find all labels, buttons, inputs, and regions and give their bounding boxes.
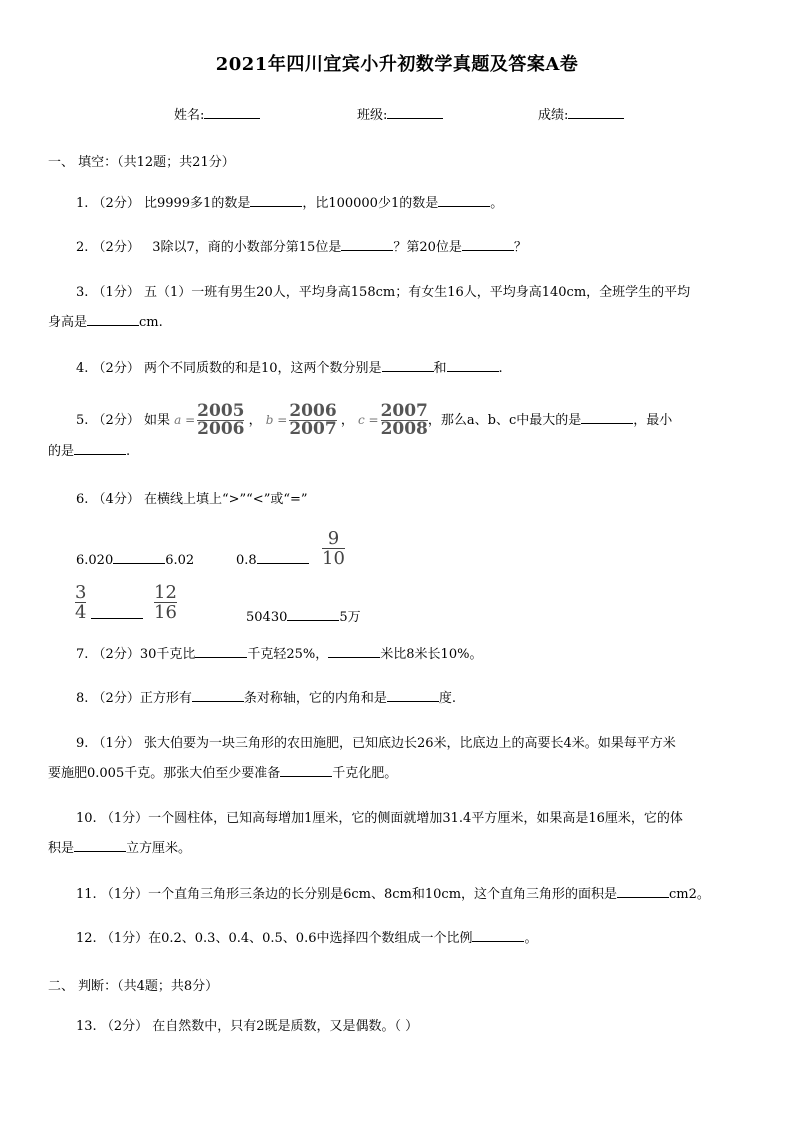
q8-number: 8. — [76, 691, 89, 706]
var-b: b = — [265, 413, 288, 427]
q9-text-c: 千克化肥。 — [332, 766, 398, 781]
q8-text-a: 正方形有 — [139, 691, 192, 706]
q3-number: 3. — [76, 285, 89, 300]
q4-text-a: 两个不同质数的和是10，这两个数分别是 — [143, 361, 382, 376]
answer-blank[interactable] — [74, 442, 126, 455]
q12-score: （1分） — [100, 931, 149, 946]
class-field — [357, 104, 443, 123]
answer-blank[interactable] — [192, 689, 244, 702]
q10-text-a: 一个圆柱体，已知高每增加1厘米，它的侧面就增加31.4平方厘米，如果高是16厘米，它的体 — [148, 811, 683, 826]
q3-text-c: cm. — [139, 315, 163, 330]
answer-blank[interactable] — [341, 238, 393, 251]
fraction-12-16 — [154, 584, 177, 622]
q2-text-a: 3除以7，商的小数部分第15位是 — [152, 240, 342, 255]
answer-blank[interactable] — [472, 929, 524, 942]
answer-blank[interactable] — [438, 194, 490, 207]
q11-number: 11. — [76, 887, 97, 902]
q6-value: 5万 — [339, 610, 361, 625]
q10-text-b: 积是 — [48, 841, 75, 856]
class-blank — [387, 106, 443, 119]
fraction-c-denominator: 2008 — [380, 419, 428, 439]
q9-text-a: 张大伯要为一块三角形的农田施肥，已知底边长26米，比底边上的高要长4米。如果每平方米 — [143, 736, 676, 751]
score-blank — [568, 106, 624, 119]
name-label: 姓名: — [174, 108, 205, 123]
question-6 — [48, 485, 748, 515]
q9-score: （1分） — [92, 736, 140, 751]
fraction-a — [197, 403, 244, 438]
answer-blank[interactable] — [287, 608, 339, 621]
fraction-c-numerator: 2007 — [380, 401, 428, 421]
q5-comma: ， — [340, 413, 354, 428]
fraction-denominator: 4 — [75, 602, 87, 623]
q13-score: （2分） — [100, 1019, 149, 1034]
fraction-numerator: 9 — [327, 528, 340, 549]
q3-text-a: 五（1）一班有男生20人，平均身高158cm；有女生16人，平均身高140cm，全班学生的平均 — [143, 285, 691, 300]
q2-text-c: ？ — [513, 240, 527, 255]
q5-number: 5. — [76, 413, 89, 428]
q1-number: 1. — [76, 196, 89, 211]
question-7 — [48, 640, 748, 670]
fraction-a-numerator: 2005 — [197, 401, 245, 421]
name-field — [174, 104, 260, 123]
q9-number: 9. — [76, 736, 89, 751]
q13-text-a: 在自然数中，只有2既是质数，又是偶数。（ ） — [152, 1019, 419, 1034]
class-label: 班级: — [357, 108, 388, 123]
q2-text-b: ？第20位是 — [393, 240, 462, 255]
q7-text-b: 千克轻25%， — [247, 647, 329, 662]
q8-text-b: 条对称轴，它的内角和是 — [243, 691, 387, 706]
question-1 — [48, 189, 748, 219]
q5-text-a: 如果 — [143, 413, 170, 428]
answer-blank[interactable] — [280, 764, 332, 777]
question-13 — [48, 1012, 748, 1042]
q11-text-a: 一个直角三角形三条边的长分别是6cm、8cm和10cm，这个直角三角形的面积是 — [148, 887, 618, 902]
q1-text-a: 比9999多1的数是 — [143, 196, 251, 211]
answer-blank[interactable] — [462, 238, 514, 251]
q13-number: 13. — [76, 1019, 97, 1034]
answer-blank[interactable] — [328, 645, 380, 658]
answer-blank[interactable] — [250, 194, 302, 207]
fraction-b — [289, 403, 336, 438]
var-a: a = — [174, 413, 196, 427]
q5-text-c: ，最小 — [633, 413, 673, 428]
score-field — [538, 104, 624, 123]
answer-blank[interactable] — [387, 689, 439, 702]
q7-score: （2分） — [92, 647, 140, 662]
question-12 — [48, 924, 748, 954]
fraction-b-denominator: 2007 — [289, 419, 337, 439]
fraction-a-denominator: 2006 — [197, 419, 245, 439]
q6-score: （4分） — [92, 492, 140, 507]
var-c: c = — [357, 413, 379, 427]
section-fill-in: 一、 填空：（共12题；共21分） — [48, 155, 235, 170]
q11-text-b: cm2。 — [669, 887, 710, 902]
q7-text-c: 米比8米长10%。 — [380, 647, 483, 662]
q6-value: 6.02 — [165, 553, 195, 568]
q4-score: （2分） — [92, 361, 140, 376]
answer-blank[interactable] — [91, 606, 143, 619]
q8-text-c: 度. — [438, 691, 456, 706]
q1-score: （2分） — [92, 196, 140, 211]
q12-text-a: 在0.2、0.3、0.4、0.5、0.6中选择四个数组成一个比例 — [148, 931, 473, 946]
q4-number: 4. — [76, 361, 89, 376]
answer-blank[interactable] — [447, 359, 499, 372]
q10-score: （1分） — [100, 811, 149, 826]
fraction-denominator: 16 — [154, 602, 177, 623]
q6-value: 6.020 — [76, 553, 114, 568]
q12-text-b: 。 — [524, 931, 538, 946]
fraction-numerator: 12 — [154, 582, 177, 603]
q10-text-c: 立方厘米。 — [126, 841, 192, 856]
question-2 — [48, 233, 748, 263]
page-title: 2021年四川宜宾小升初数学真题及答案A卷 — [215, 54, 579, 75]
q6-row1-item2 — [236, 551, 309, 568]
answer-blank[interactable] — [581, 411, 633, 424]
question-5 — [48, 400, 748, 463]
q5-text-d: 的是 — [48, 444, 75, 459]
answer-blank[interactable] — [195, 645, 247, 658]
q5-text-b: ，那么a、b、c中最大的是 — [427, 413, 582, 428]
q2-score: （2分） — [92, 240, 140, 255]
fraction-3-4 — [75, 584, 86, 622]
answer-blank[interactable] — [617, 885, 669, 898]
q8-score: （2分） — [92, 691, 140, 706]
q6-text-a: 在横线上填上“>”“<”或“=” — [143, 492, 308, 507]
name-blank — [204, 106, 260, 119]
q6-number: 6. — [76, 492, 89, 507]
q5-comma: ， — [248, 413, 262, 428]
fraction-denominator: 10 — [322, 548, 345, 569]
question-9 — [48, 729, 748, 789]
answer-blank[interactable] — [74, 839, 126, 852]
answer-blank[interactable] — [257, 551, 309, 564]
q2-number: 2. — [76, 240, 89, 255]
fraction-9-10 — [322, 530, 345, 568]
answer-blank[interactable] — [87, 313, 139, 326]
fraction-c — [381, 403, 428, 438]
section-true-false: 二、 判断：（共4题；共8分） — [48, 979, 219, 994]
q7-text-a: 30千克比 — [139, 647, 196, 662]
answer-blank[interactable] — [113, 551, 165, 564]
q4-text-b: 和 — [433, 361, 447, 376]
score-label: 成绩: — [538, 108, 569, 123]
fraction-b-numerator: 2006 — [289, 401, 337, 421]
question-11 — [48, 880, 748, 910]
q10-number: 10. — [76, 811, 97, 826]
q7-number: 7. — [76, 647, 89, 662]
q4-text-c: . — [498, 361, 503, 376]
q3-score: （1分） — [92, 285, 140, 300]
q5-score: （2分） — [92, 413, 140, 428]
q6-row1-item1 — [76, 551, 194, 568]
q3-text-b: 身高是 — [48, 315, 88, 330]
q12-number: 12. — [76, 931, 97, 946]
q6-row2-item2 — [246, 606, 361, 625]
q1-text-b: ，比100000少1的数是 — [302, 196, 439, 211]
q5-text-e: . — [126, 444, 131, 459]
question-4 — [48, 354, 748, 384]
question-3 — [48, 278, 748, 338]
fraction-numerator: 3 — [75, 582, 87, 603]
question-8 — [48, 684, 748, 714]
answer-blank[interactable] — [382, 359, 434, 372]
q6-value: 0.8 — [236, 553, 257, 568]
q6-row2-blank — [91, 606, 143, 623]
q1-text-c: 。 — [490, 196, 504, 211]
q9-text-b: 要施肥0.005千克。那张大伯至少要准备 — [48, 766, 281, 781]
question-10 — [48, 804, 748, 864]
q6-value: 50430 — [246, 610, 288, 625]
q11-score: （1分） — [100, 887, 149, 902]
